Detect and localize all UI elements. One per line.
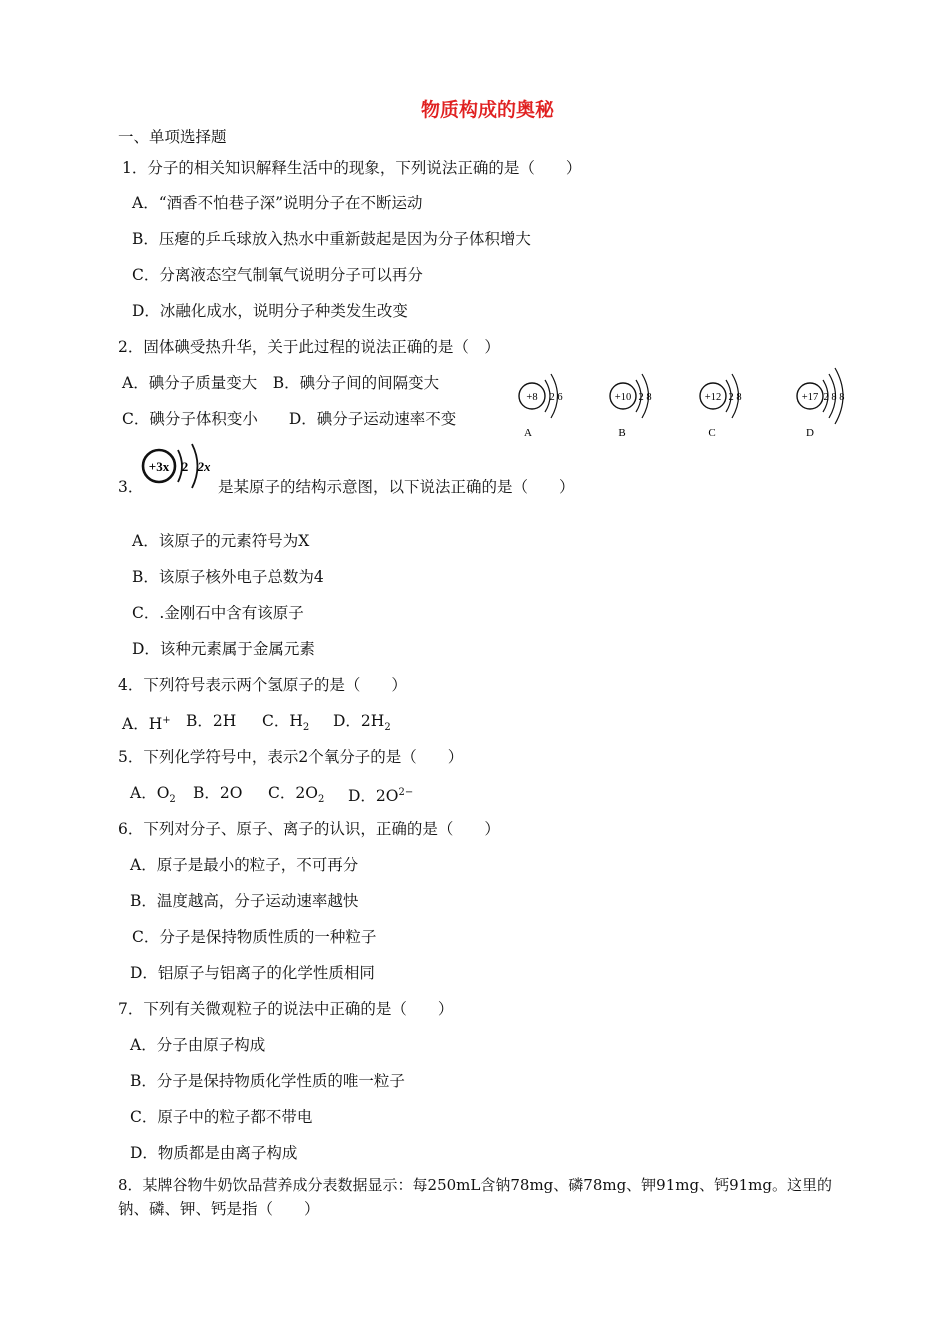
question-3-option-c: C．.金刚石中含有该原子 [132, 604, 304, 622]
question-5-option-a: A．$O_2$ [130, 784, 176, 806]
question-1-option-c: C．分离液态空气制氧气说明分子可以再分 [132, 266, 423, 284]
q3-nucleus: +3x [148, 459, 170, 474]
atom-d-nucleus: +17 [801, 392, 819, 403]
question-2-options-cd: C．碘分子体积变小 D．碘分子运动速率不变 [122, 410, 457, 428]
atom-c-shells: 2 8 [728, 392, 742, 403]
atom-diagram-b [610, 374, 652, 439]
atom-d-label: D [806, 427, 814, 439]
question-3-option-d: D．该种元素属于金属元素 [132, 640, 315, 658]
atom-a-label: A [524, 427, 532, 439]
question-1-stem: 1．分子的相关知识解释生活中的现象，下列说法正确的是（ ） [122, 159, 582, 177]
question-5-option-c: C．$2O_2$ [268, 784, 325, 806]
atom-diagram-d [797, 368, 845, 439]
question-7-option-a: A．分子由原子构成 [130, 1036, 266, 1054]
question-7-option-d: D．物质都是由离子构成 [130, 1144, 298, 1162]
atom-a-nucleus: +8 [526, 392, 538, 403]
atom-b-label: B [618, 427, 626, 439]
question-8-stem-line-1: 8．某牌谷物牛奶饮品营养成分表数据显示：每250mL含钠78mg、磷78mg、钾91mg、钙91mg。这里的 [118, 1176, 833, 1194]
atom-structure-diagrams [505, 360, 855, 444]
question-6-stem: 6．下列对分子、原子、离子的认识，正确的是（ ） [118, 820, 500, 838]
question-4-option-c: C．$H_2$ [262, 712, 310, 734]
question-6-option-b: B．温度越高，分子运动速率越快 [130, 892, 359, 910]
question-7-option-c: C．原子中的粒子都不带电 [130, 1108, 313, 1126]
question-6-option-d: D．铝原子与铝离子的化学性质相同 [130, 964, 375, 982]
question-2-stem: 2．固体碘受热升华，关于此过程的说法正确的是（ ） [118, 338, 500, 356]
atom-diagram-c [700, 374, 742, 439]
section-heading: 一、单项选择题 [118, 128, 227, 146]
atom-d-shells: 2 8 8 [823, 392, 845, 403]
question-4-option-a: A．H+ [122, 715, 171, 734]
question-1-option-a: A．“酒香不怕巷子深”说明分子在不断运动 [132, 194, 423, 212]
question-4-option-d: D．$2H_2$ [333, 712, 391, 734]
q3-shell-2: 2x [197, 459, 211, 474]
atom-c-nucleus: +12 [704, 392, 722, 403]
question-3-option-a: A．该原子的元素符号为X [132, 532, 310, 550]
question-6-option-a: A．原子是最小的粒子，不可再分 [130, 856, 359, 874]
question-5-option-b: B．2O [193, 784, 243, 802]
q3-shell-1: 2 [181, 459, 189, 474]
question-1-option-b: B．压瘪的乒乓球放入热水中重新鼓起是因为分子体积增大 [132, 230, 531, 248]
atom-a-shells: 2 6 [549, 392, 563, 403]
question-3-number: 3． [118, 478, 144, 496]
question-7-stem: 7．下列有关微观粒子的说法中正确的是（ ） [118, 1000, 454, 1018]
question-3-stem: 是某原子的结构示意图，以下说法正确的是（ ） [218, 478, 575, 496]
question-1-option-d: D．冰融化成水，说明分子种类发生改变 [132, 302, 408, 320]
question-8-stem-line-2: 钠、磷、钾、钙是指（ ） [118, 1200, 320, 1218]
atom-c-label: C [708, 427, 716, 439]
atom-diagram-a [519, 374, 563, 439]
question-4-option-b: B．2H [186, 712, 237, 730]
question-5-option-d: D．$2O^{2-}$ [348, 787, 414, 806]
atom-b-nucleus: +10 [614, 392, 632, 403]
question-3-option-b: B．该原子核外电子总数为4 [132, 568, 324, 586]
question-7-option-b: B．分子是保持物质化学性质的唯一粒子 [130, 1072, 405, 1090]
question-3-atom-diagram [140, 440, 220, 494]
question-4-stem: 4．下列符号表示两个氢原子的是（ ） [118, 676, 407, 694]
question-5-stem: 5．下列化学符号中，表示2个氧分子的是（ ） [118, 748, 464, 766]
question-6-option-c: C．分子是保持物质性质的一种粒子 [132, 928, 377, 946]
page-title: 物质构成的奥秘 [420, 99, 554, 121]
atom-b-shells: 2 8 [638, 392, 652, 403]
question-2-options-ab: A．碘分子质量变大 B．碘分子间的间隔变大 [122, 374, 440, 392]
